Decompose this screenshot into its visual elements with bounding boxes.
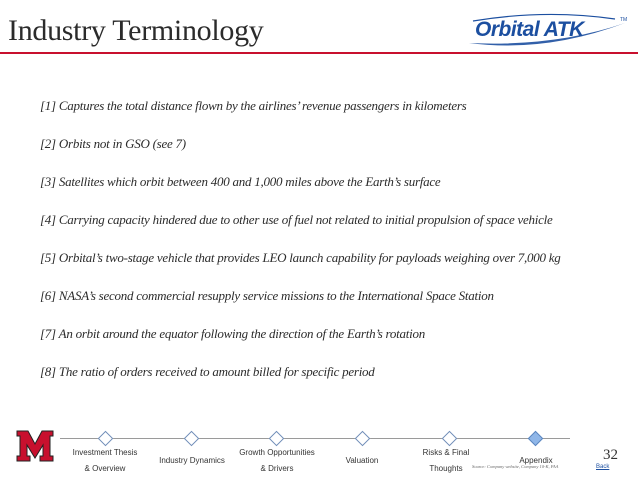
nav-label-line2: & Drivers	[260, 464, 294, 473]
term-item-3: [3] Satellites which orbit between 400 and 1,000 miles above the Earth’s surface	[40, 174, 441, 189]
nav-label-line1: Risks & Final	[422, 448, 470, 457]
nav-node-investment-thesis[interactable]	[98, 431, 114, 447]
nav-label-line1: Growth Opportunities	[239, 448, 315, 457]
page-number: 32	[603, 447, 618, 463]
nav-label-line1: Industry Dynamics	[159, 456, 225, 465]
title-divider	[0, 52, 638, 54]
orbital-atk-logo	[465, 13, 630, 49]
nav-node-valuation[interactable]	[355, 431, 371, 447]
nav-label-industry-dynamics[interactable]	[153, 453, 231, 469]
nav-label-line1: Appendix	[519, 456, 553, 465]
nav-label-investment-thesis[interactable]	[68, 445, 142, 477]
term-item-2: [2] Orbits not in GSO (see 7)	[40, 136, 186, 151]
miami-m-logo-icon	[16, 428, 54, 464]
term-item-5: [5] Orbital’s two-stage vehicle that provides LEO launch capability for payloads weighing over 7,000 kg	[40, 250, 561, 265]
nav-label-growth-opportunities[interactable]	[232, 445, 322, 477]
source-note: Source: Company website, Company 10-K, FAA	[472, 464, 559, 469]
nav-label-line1: Valuation	[345, 456, 379, 465]
term-item-8: [8] The ratio of orders received to amount billed for specific period	[40, 364, 375, 379]
nav-label-line2: Thoughts	[429, 464, 463, 473]
back-link[interactable]: Back	[596, 464, 610, 470]
nav-node-industry-dynamics[interactable]	[184, 431, 200, 447]
term-item-1: [1] Captures the total distance flown by the airlines’ revenue passengers in kilometers	[40, 98, 467, 113]
term-item-7: [7] An orbit around the equator following the direction of the Earth’s rotation	[40, 326, 425, 341]
nav-label-line1: Investment Thesis	[72, 448, 138, 457]
logo-wordmark: Orbital ATK	[475, 18, 584, 41]
nav-node-risks[interactable]	[442, 431, 458, 447]
logo-trademark: TM	[620, 17, 628, 23]
section-nav-track	[60, 438, 570, 439]
term-item-6: [6] NASA’s second commercial resupply service missions to the International Space Station	[40, 288, 494, 303]
page-title: Industry Terminology	[8, 14, 264, 47]
term-item-4: [4] Carrying capacity hindered due to other use of fuel not related to initial propulsion of space vehicle	[40, 212, 553, 227]
nav-node-appendix[interactable]	[528, 431, 544, 447]
nav-label-risks[interactable]	[414, 445, 478, 477]
nav-label-line2: & Overview	[84, 464, 126, 473]
nav-label-valuation[interactable]	[330, 453, 394, 469]
nav-node-growth-opportunities[interactable]	[269, 431, 285, 447]
